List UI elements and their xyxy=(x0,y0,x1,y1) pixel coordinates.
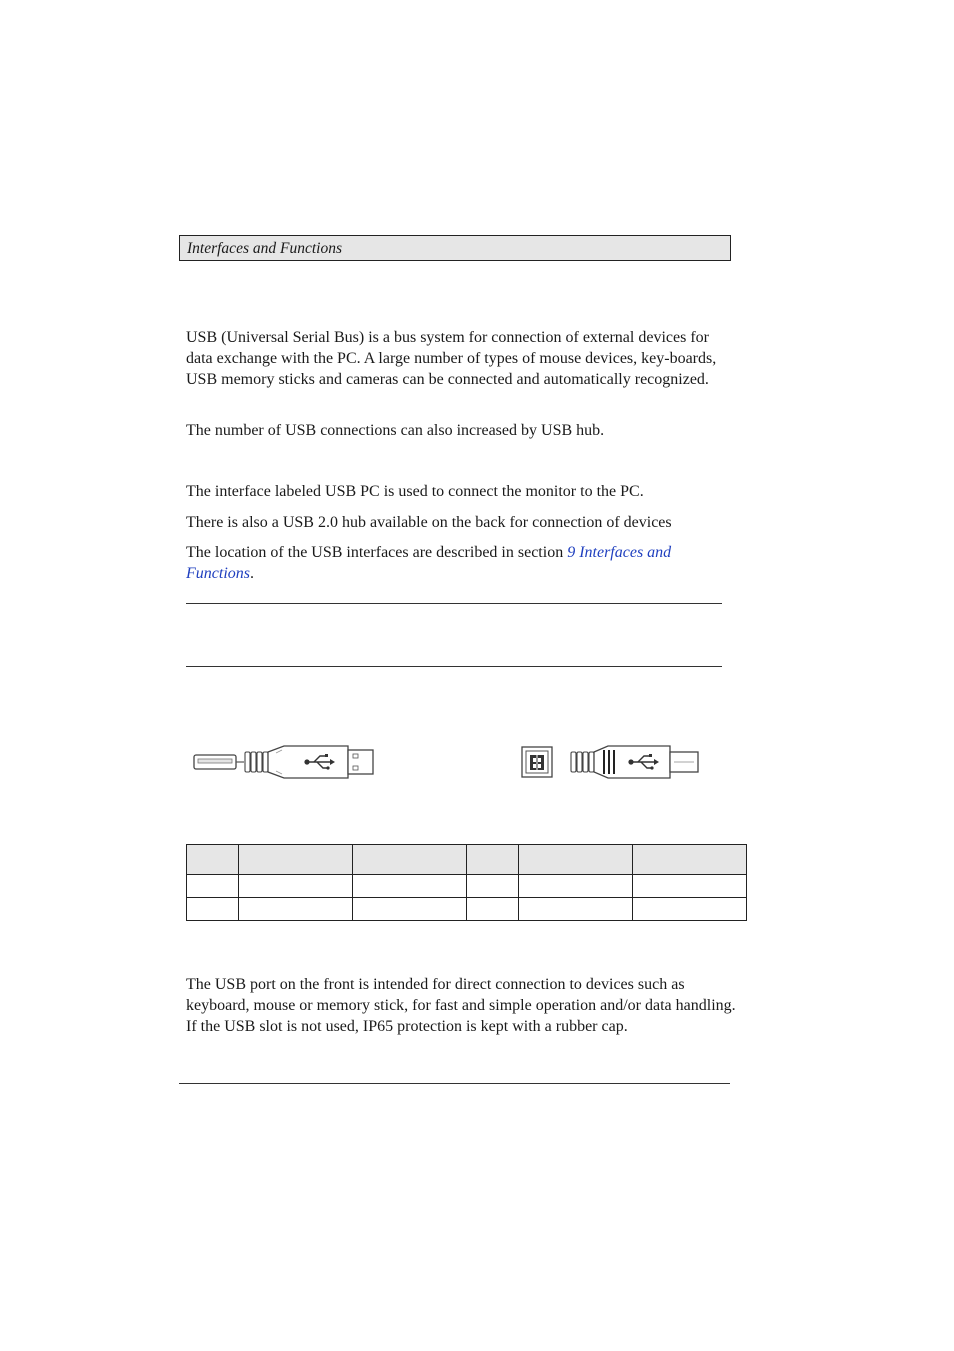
table-cell xyxy=(239,875,353,898)
note-bottom-rule xyxy=(186,666,722,667)
footer-rule xyxy=(179,1083,730,1084)
table-header-cell xyxy=(239,845,353,875)
table-cell xyxy=(239,898,353,921)
table-header-cell xyxy=(519,845,633,875)
table-row xyxy=(187,875,747,898)
location-text: The location of the USB interfaces are described in section xyxy=(186,544,568,561)
table-cell xyxy=(467,875,519,898)
table-header-cell xyxy=(467,845,519,875)
table-cell xyxy=(633,875,747,898)
page-header xyxy=(179,235,731,261)
table-header-cell xyxy=(353,845,467,875)
usb-type-b-connector-icon xyxy=(518,741,704,783)
table-cell xyxy=(187,898,239,921)
table-cell xyxy=(633,898,747,921)
usb-intro-paragraph: USB (Universal Serial Bus) is a bus system for connection of external devices for data exchange with the PC. A large number of types of mouse devices, key-boards, USB memory sticks and cameras can be connected and automatically recognized. xyxy=(186,329,717,388)
table-header-cell xyxy=(633,845,747,875)
table-cell xyxy=(353,898,467,921)
table-cell xyxy=(519,898,633,921)
table-cell xyxy=(467,898,519,921)
interfaces-section-link[interactable]: 9 Interfaces and Functions xyxy=(186,544,672,582)
usb-hub-paragraph: The number of USB connections can also increased by USB hub. xyxy=(186,422,605,439)
table-row xyxy=(187,898,747,921)
header-title: Interfaces and Functions xyxy=(187,240,342,257)
table-header-row xyxy=(187,845,747,875)
usb-pc-paragraph: The interface labeled USB PC is used to connect the monitor to the PC. xyxy=(186,483,644,500)
table-cell xyxy=(519,875,633,898)
usb-location-paragraph xyxy=(186,542,731,584)
usb-hub-back-paragraph: There is also a USB 2.0 hub available on the back for connection of devices xyxy=(186,514,672,531)
usb-pin-assignment-table xyxy=(186,844,747,921)
table-header-cell xyxy=(187,845,239,875)
front-usb-paragraph: The USB port on the front is intended for direct connection to devices such as keyboard, mouse or memory stick, for fast and simple operation and/or data handling. If the USB slot is not used, IP65 protection is kept with a rubber cap. xyxy=(186,976,736,1035)
usb-type-a-connector-icon xyxy=(188,739,378,785)
note-top-rule xyxy=(186,603,722,604)
location-suffix: . xyxy=(250,565,254,582)
table-cell xyxy=(353,875,467,898)
table-cell xyxy=(187,875,239,898)
